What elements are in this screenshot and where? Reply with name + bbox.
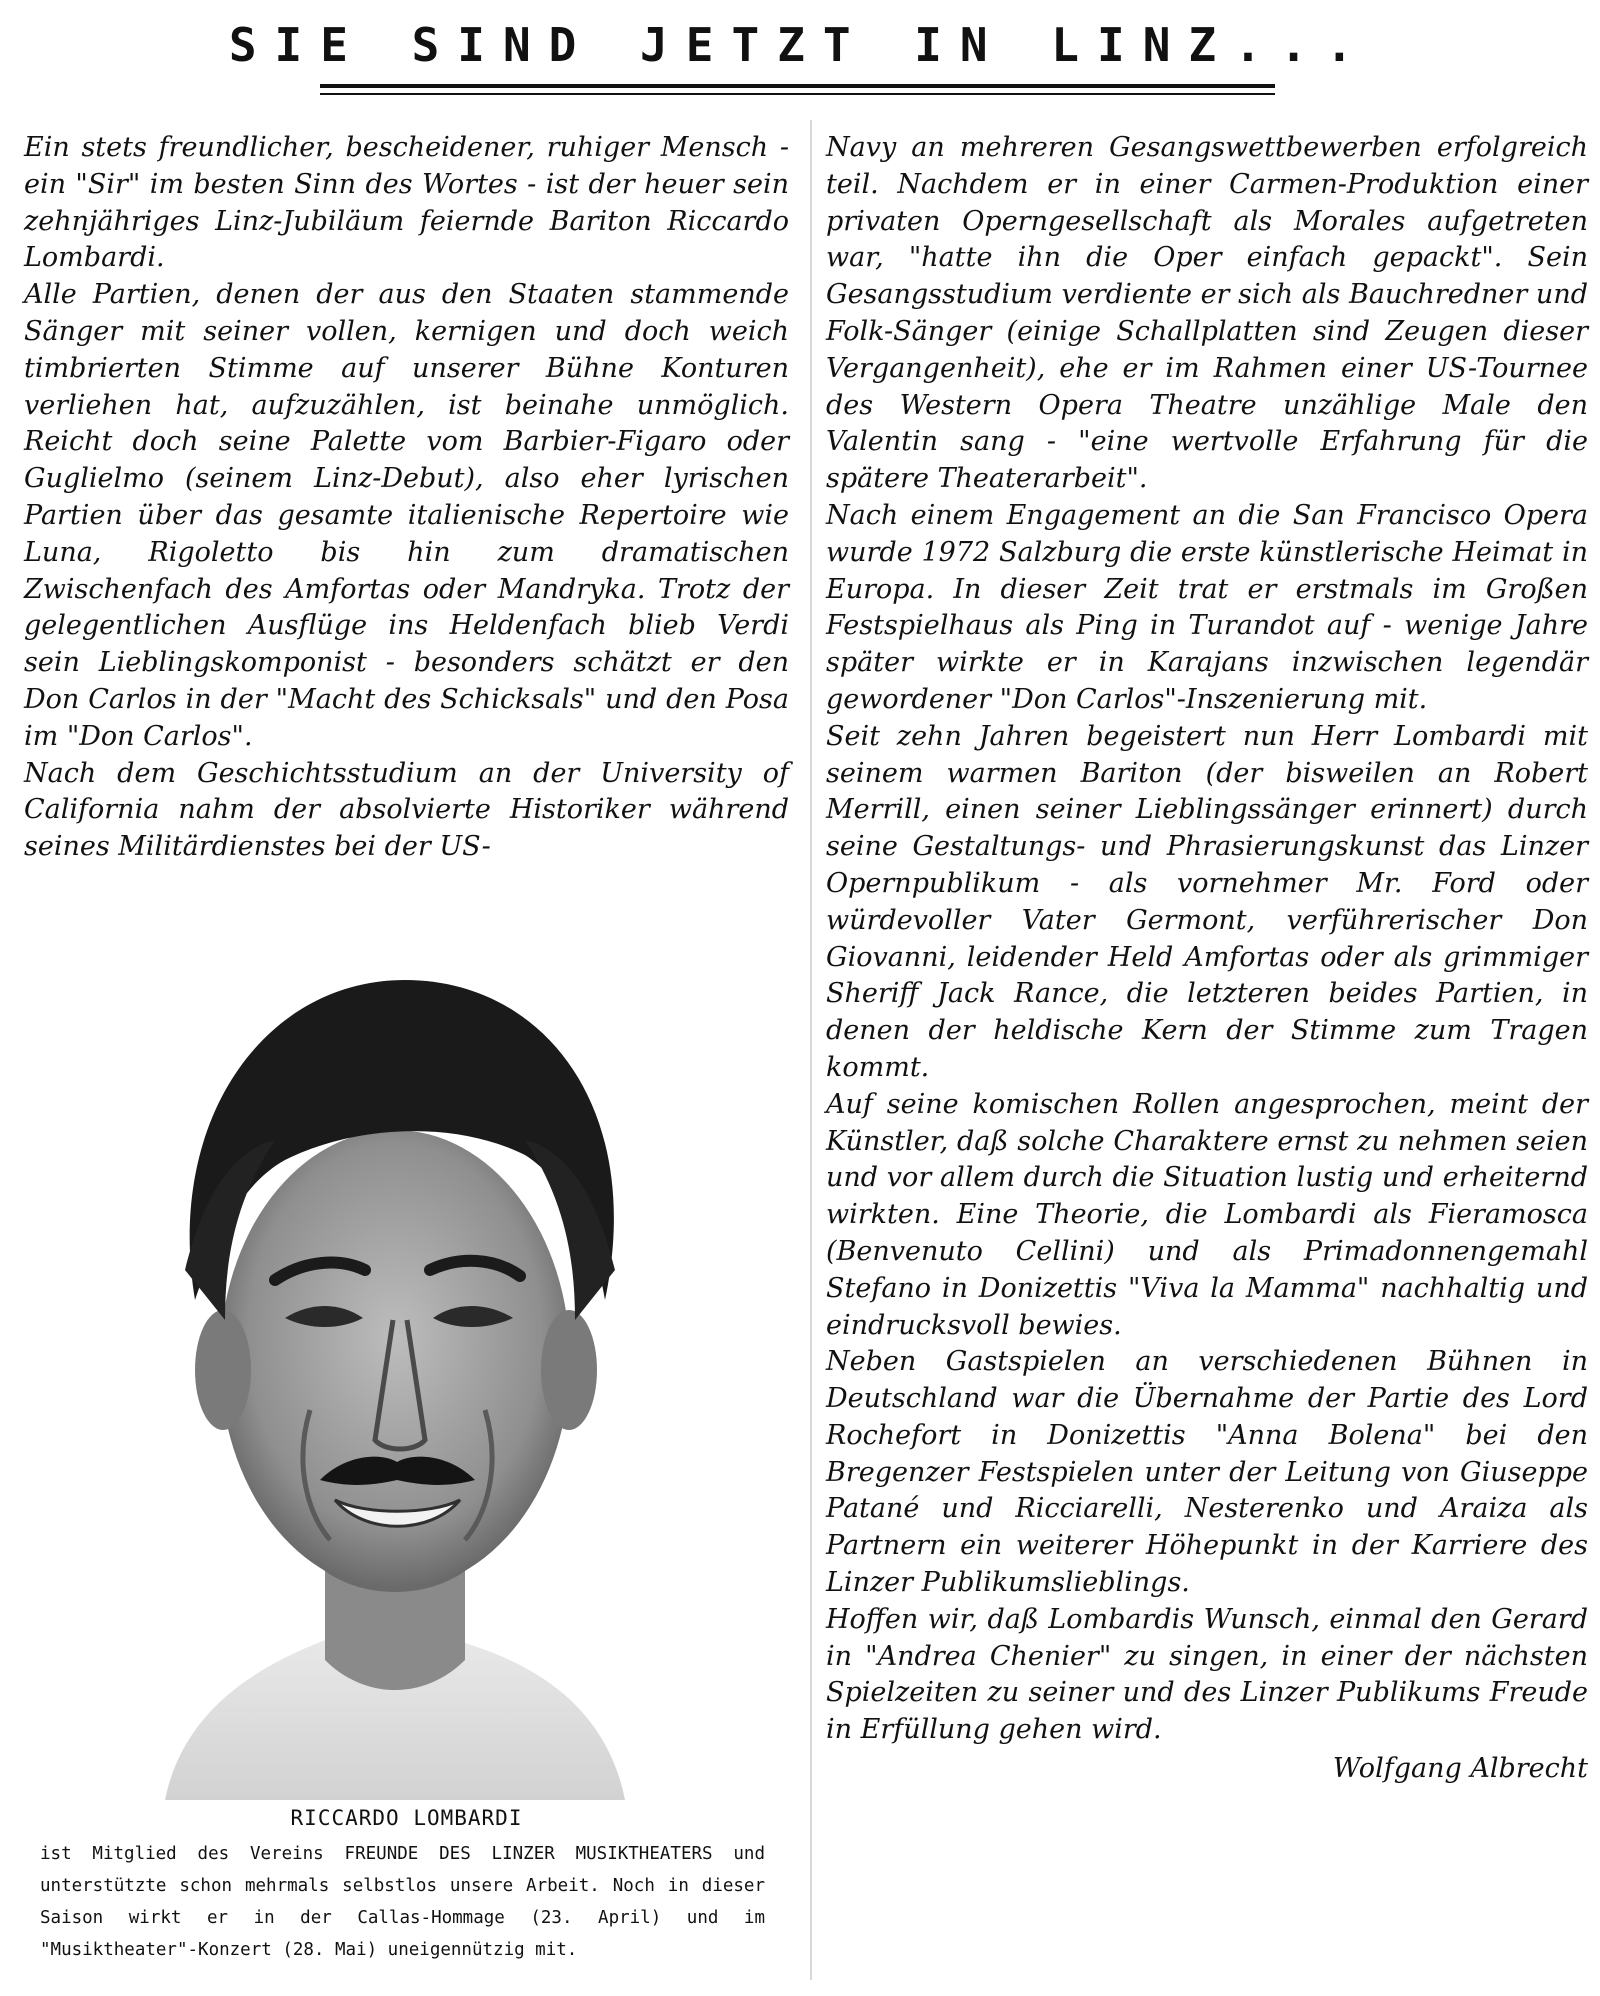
paragraph-comic-roles: Auf seine komischen Rollen angesprochen, meint der Künstler, daß solche Charaktere ernst zu nehmen seien und vor allem durch die Situation lustig und erheiternd wirkten. Eine Theorie, die Lombardi als Fieramosca (Benvenuto Cellini) und als Primadonnengemahl Stefano in Donizettis "Viva la Mamma" nachhaltig und eindrucksvoll bewies. [826,1088,1588,1341]
author-signature: Wolfgang Albrecht [1332,1753,1588,1785]
headline: SIE SIND JETZT IN LINZ... [228,18,1372,72]
paragraph-outlook: Hoffen wir, daß Lombardis Wunsch, einmal den Gerard in "Andrea Chenier" zu singen, in einer der nächsten Spielzeiten zu seiner und des Linzer Publikums Freude in Erfüllung gehen wird. [826,1603,1588,1746]
left-column [24,130,789,866]
photo-caption-text: ist Mitglied des Vereins FREUNDE DES LINZER MUSIKTHEATERS und unterstützte schon mehrmals selbstlos unsere Arbeit. Noch in dieser Saison wirkt er in der Callas-Hommage (23. April) und im "Musiktheater"-Konzert (28. Mai) uneigennützig mit. [40,1844,765,1960]
paragraph-education: Nach dem Geschichtsstudium an der University of California nahm der absolvierte Historiker während seines Militärdienstes bei der US- [24,757,789,863]
column-gap [810,120,812,1980]
headline-rule-thick [320,84,1275,88]
headline-rule-thin [320,93,1275,95]
paragraph-roles: Alle Partien, denen der aus den Staaten stammende Sänger mit seiner vollen, kernigen und doch weich timbrierten Stimme auf unserer Bühne Konturen verliehen hat, aufzuzählen, ist beinahe unmöglich. Reicht doch seine Palette vom Barbier-Figaro oder Guglielmo (seinem Linz-Debut), also eher lyrischen Partien über das gesamte italienische Repertoire wie Luna, Rigoletto bis hin zum dramatischen Zwischenfach des Amfortas oder Mandryka. Trotz der gelegentlichen Ausflüge ins Heldenfach blieb Verdi sein Lieblingskomponist - besonders schätzt er den Don Carlos in der "Macht des Schicksals" und den Posa im "Don Carlos". [24,279,789,752]
paragraph-linz: Seit zehn Jahren begeistert nun Herr Lombardi mit seinem warmen Bariton (der bisweilen an Robert Merrill, einen seiner Lieblingssänger erinnert) durch seine Gestaltungs- und Phrasierungskunst das Linzer Opernpublikum - als vornehmer Mr. Ford oder würdevoller Vater Germont, verführerischer Don Giovanni, leidender Held Amfortas oder als grimmiger Sheriff Jack Rance, die letzteren beides Partien, in denen der heldische Kern der Stimme zum Tragen kommt. [826,720,1588,1083]
paragraph-intro: Ein stets freundlicher, bescheidener, ruhiger Mensch - ein "Sir" im besten Sinn des Wortes - ist der heuer sein zehnjähriges Linz-Jubiläum feiernde Bariton Riccardo Lombardi. [24,132,789,274]
photo-caption-name: RICCARDO LOMBARDI [290,1806,523,1830]
paragraph-navy: Navy an mehreren Gesangswettbewerben erfolgreich teil. Nachdem er in einer Carmen-Produktion einer privaten Operngesellschaft als Morales aufgetreten war, "hatte ihn die Oper einfach gepackt". Sein Gesangsstudium verdiente er sich als Bauchredner und Folk-Sänger (einige Schallplatten sind Zeugen dieser Vergangenheit), ehe er im Rahmen einer US-Tournee des Western Opera Theatre unzählige Male den Valentin sang - "eine wertvolle Erfahrung für die spätere Theaterarbeit". [826,132,1588,495]
paragraph-guest-performances: Neben Gastspielen an verschiedenen Bühnen in Deutschland war die Übernahme der Partie des Lord Rochefort in Donizettis "Anna Bolena" bei den Bregenzer Festspielen unter der Leitung von Giuseppe Patané und Ricciarelli, Nesterenko und Araiza als Partnern ein weiterer Höhepunkt in der Karriere des Linzer Publikumslieblings. [826,1346,1588,1599]
paragraph-salzburg: Nach einem Engagement an die San Francisco Opera wurde 1972 Salzburg die erste künstlerische Heimat in Europa. In dieser Zeit trat er erstmals im Großen Festspielhaus als Ping in Turandot auf - wenige Jahre später wirkte er in Karajans inzwischen legendär gewordener "Don Carlos"-Inszenierung mit. [826,499,1588,715]
right-column [826,130,1588,1788]
portrait-photo [125,940,655,1800]
